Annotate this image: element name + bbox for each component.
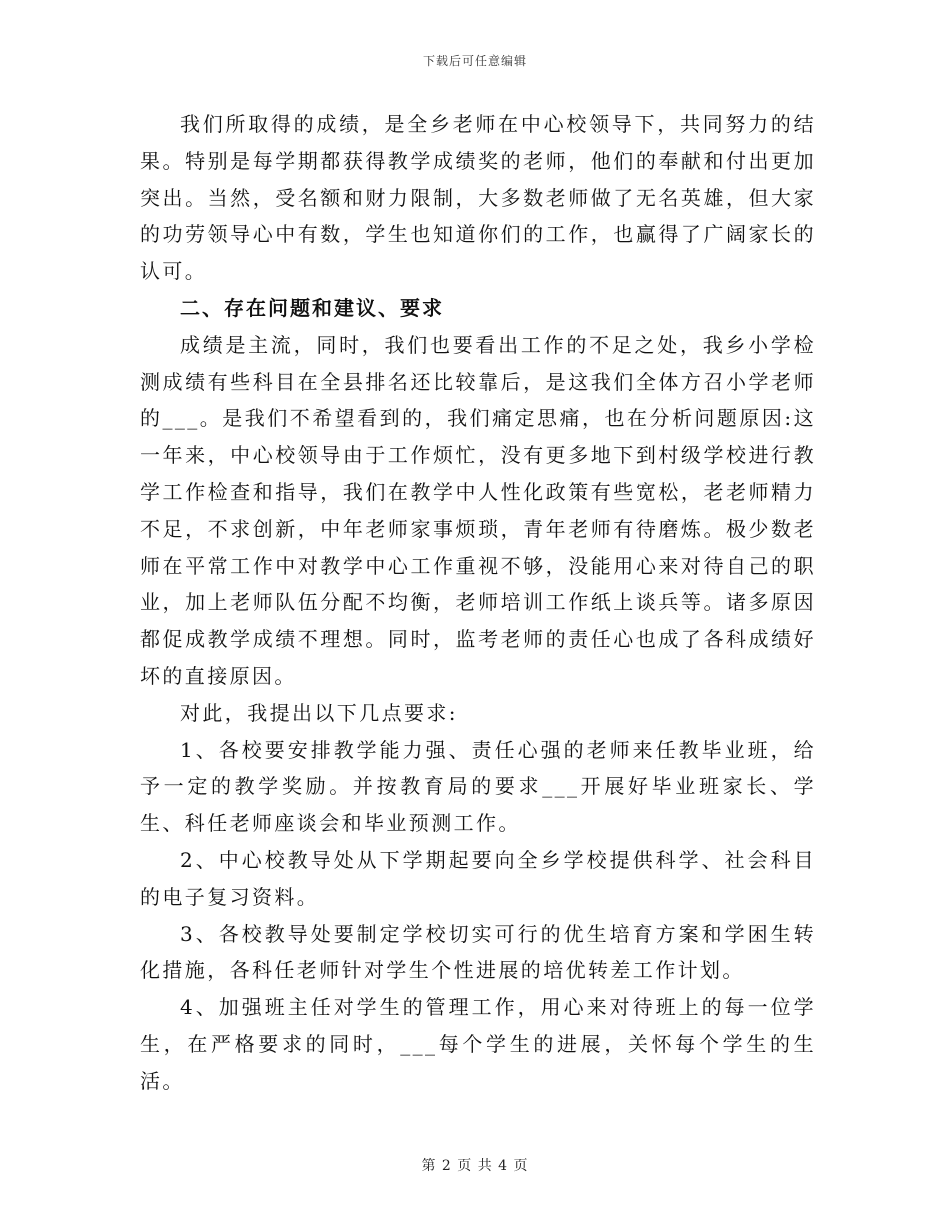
- paragraph-requirements-intro: 对此，我提出以下几点要求:: [180, 700, 458, 725]
- paragraph-problems: 成绩是主流，同时，我们也要看出工作的不足之处，我乡小学检测成绩有些科目在全县排名还比较靠后，是这我们全体方召小学老师的___。是我们不希望看到的，我们痛定思痛，也在分析问题原因:这一年来，中心校领导由于工作烦忙，没有更多地下到村级学校进行教学工作检查和指导，我们在教学中人性化政策有些宽松，老老师精力不足，不求创新，中年老师家事烦琐，青年老师有待磨炼。极少数老师在平常工作中对教学中心工作重视不够，没能用心来对待自己的职业，加上老师队伍分配不均衡，老师培训工作纸上谈兵等。诸多原因都促成教学成绩不理想。同时，监考老师的责任心也成了各科成绩好坏的直接原因。: [140, 332, 816, 688]
- requirement-item-1: 1、各校要安排教学能力强、责任心强的老师来任教毕业班，给予一定的教学奖励。并按教育局的要求___开展好毕业班家长、学生、科任老师座谈会和毕业预测工作。: [140, 737, 816, 836]
- section-heading-problems: 二、存在问题和建议、要求: [180, 295, 444, 320]
- paragraph-achievements: 我们所取得的成绩，是全乡老师在中心校领导下，共同努力的结果。特别是每学期都获得教学成绩奖的老师，他们的奉献和付出更加突出。当然，受名额和财力限制，大多数老师做了无名英雄，但大家的功劳领导心中有数，学生也知道你们的工作，也赢得了广阔家长的认可。: [140, 112, 816, 284]
- document-body: [140, 106, 816, 1100]
- page-header: 下载后可任意编辑: [422, 54, 527, 68]
- requirement-item-4: 4、加强班主任对学生的管理工作，用心来对待班上的每一位学生，在严格要求的同时，___每个学生的进展，关怀每个学生的生活。: [140, 995, 816, 1093]
- requirement-item-3: 3、各校教导处要制定学校切实可行的优生培育方案和学困生转化措施，各科任老师针对学生个性进展的培优转差工作计划。: [140, 921, 816, 983]
- page-number-footer: 第 2 页 共 4 页: [421, 1158, 529, 1174]
- requirement-item-2: 2、中心校教导处从下学期起要向全乡学校提供科学、社会科目的电子复习资料。: [140, 847, 816, 909]
